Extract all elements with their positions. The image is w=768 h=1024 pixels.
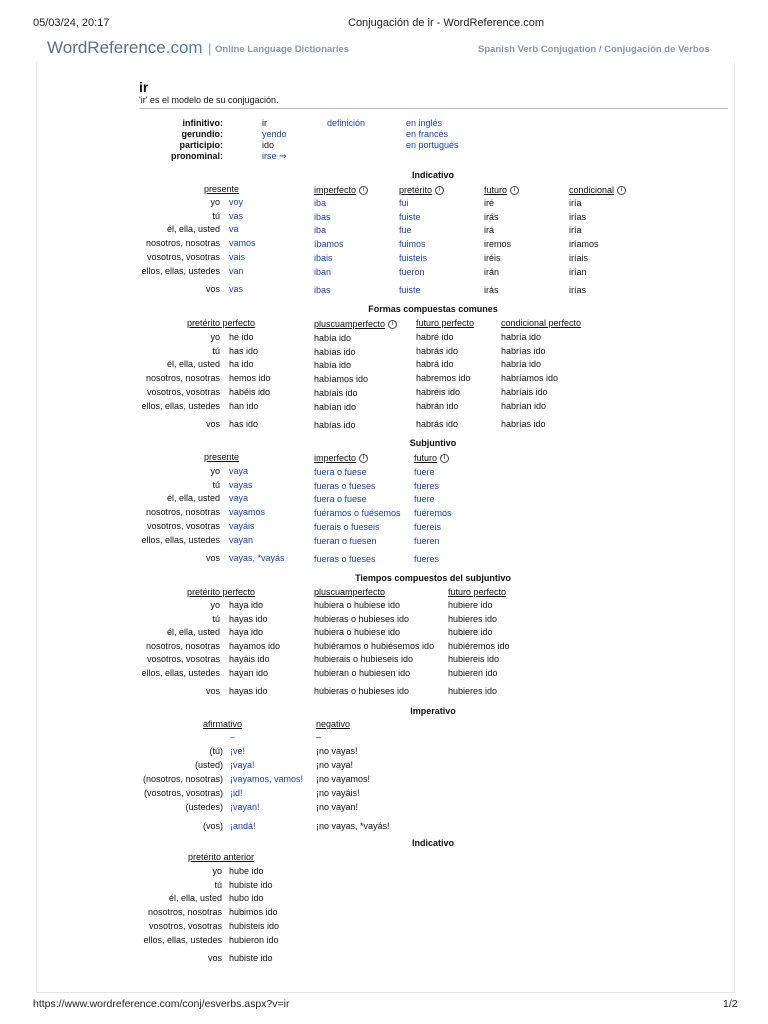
pronoun-label: (vosotros, vosotras)	[143, 788, 223, 798]
pluscuamperfecto-header-label: pluscuamperfecto	[314, 319, 386, 329]
conjugation-cell: habré ido	[416, 332, 454, 342]
compuestas-futuro-perfecto-header: futuro perfecto	[416, 318, 475, 328]
subj-imperfecto-header-label: imperfecto	[314, 453, 357, 463]
conjugation-cell[interactable]: vas	[229, 210, 244, 221]
conjugation-cell: habríais ido	[501, 386, 548, 397]
futuro-header-label: futuro	[484, 185, 508, 195]
pronoun-label: yo	[210, 197, 220, 207]
conjugation-cell[interactable]: fuiste	[399, 284, 421, 295]
conjugation-cell: iría	[569, 225, 582, 236]
gerundio-label: gerundio:	[181, 129, 223, 139]
conjugation-cell[interactable]: vayamos	[229, 507, 266, 518]
logo-com: .com	[165, 38, 203, 57]
subj-futuro-header-label: futuro	[414, 453, 438, 463]
conjugation-cell: había ido	[314, 333, 352, 343]
subjuntivo-title: Subjuntivo	[409, 438, 457, 448]
conjugation-cell: habéis ido	[229, 386, 271, 397]
header-separator: |	[208, 41, 212, 56]
conjugation-cell: habías ido	[314, 419, 356, 430]
conjugation-cell: habremos ido	[416, 373, 471, 384]
conjugation-cell[interactable]: ¡vayan!	[230, 802, 260, 812]
conjugation-cell: irías	[569, 211, 587, 222]
site-tagline: Online Language Dictionaries	[215, 44, 350, 55]
imperativo-negativo-header: negativo	[316, 719, 351, 729]
conjugation-cell: ¡no vayáis!	[316, 788, 360, 798]
conjugation-cell[interactable]: fueran o fuesen	[314, 535, 377, 546]
site-section: Spanish Verb Conjugation / Conjugación de Verbos	[478, 44, 710, 55]
conjugation-cell: hubieres ido	[448, 686, 498, 696]
conjugation-cell: ¡no vaya!	[316, 760, 354, 770]
pronoun-label: nosotros, nosotras	[145, 238, 220, 249]
conjugation-cell[interactable]: fuera o fuese	[314, 467, 367, 477]
conjugation-cell: habría ido	[501, 332, 542, 342]
pronoun-label: ellos, ellas, ustedes	[141, 534, 220, 545]
conjugation-cell: hube ido	[229, 866, 264, 876]
pronominal-link[interactable]: irse ⇒	[262, 151, 287, 161]
conjugation-cell: habrías ido	[501, 418, 546, 429]
conjugation-cell: ¡no vayas, *vayás!	[316, 821, 390, 831]
compuestas-preterito-perfecto-header: pretérito perfecto	[187, 318, 256, 328]
pronoun-label: nosotros, nosotras	[147, 907, 222, 918]
subj-compuestos-preterito-perfecto-header: pretérito perfecto	[187, 587, 256, 597]
info-icon[interactable]: i	[617, 186, 626, 195]
conjugation-cell: hayáis ido	[229, 654, 270, 665]
pronoun-label: ellos, ellas, ustedes	[141, 265, 220, 276]
info-icon[interactable]: i	[510, 186, 519, 195]
conjugation-cell[interactable]: fuereis	[414, 521, 442, 532]
site-logo[interactable]	[47, 38, 203, 58]
conjugation-cell[interactable]: vaya	[229, 493, 249, 504]
conjugation-cell[interactable]: fuéramos o fuésemos	[314, 508, 401, 519]
conjugation-cell[interactable]: fuisteis	[399, 252, 428, 263]
conjugation-cell: hubieras o hubieses ido	[314, 686, 410, 696]
en-frances-link[interactable]: en francés	[406, 129, 449, 139]
conjugation-cell[interactable]: fueres	[414, 553, 440, 564]
compuestas-title: Formas compuestas comunes	[368, 304, 498, 314]
pronoun-label: vos	[207, 952, 222, 963]
conjugation-cell[interactable]: va	[229, 224, 239, 235]
conjugation-cell: hubiere ido	[448, 627, 493, 638]
conjugation-cell: habría ido	[501, 359, 542, 370]
conjugation-cell: iríamos	[569, 239, 599, 250]
conjugation-cell[interactable]: fueres	[414, 480, 440, 491]
compuestas-condicional-perfecto-header: condicional perfecto	[501, 318, 582, 328]
conjugation-cell[interactable]: vamos	[229, 238, 256, 249]
subj-compuestos-futuro-perfecto-header: futuro perfecto	[448, 587, 507, 597]
conjugation-cell: iríais	[569, 252, 589, 263]
pronoun-label: él, ella, usted	[166, 359, 220, 370]
conjugation-cell: iréis	[484, 252, 501, 263]
preterito-anterior-header: pretérito anterior	[188, 852, 255, 862]
conjugation-cell: hayan ido	[229, 668, 269, 678]
conjugation-cell: ¡no vayamos!	[316, 774, 371, 784]
pronoun-label: yo	[212, 866, 222, 876]
conjugation-cell: iría	[569, 198, 582, 208]
conjugation-cell[interactable]: fue	[399, 225, 412, 236]
subjuntivo-futuro-header	[414, 453, 449, 463]
conjugation-cell: había ido	[314, 360, 352, 371]
conjugation-cell: hubo ido	[229, 893, 264, 904]
conjugation-cell: hubiera o hubiese ido	[314, 627, 401, 638]
print-date: 05/03/24, 20:17	[33, 17, 110, 29]
pronoun-label: (usted)	[194, 760, 223, 770]
pronoun-label: (ustedes)	[185, 802, 223, 812]
conjugation-cell: hubimos ido	[229, 907, 278, 918]
pronoun-label: vos	[205, 418, 220, 429]
conjugation-cell[interactable]: vais	[229, 251, 246, 262]
conjugation-cell: hubiera o hubiese ido	[314, 600, 401, 610]
pronoun-label: tú	[214, 879, 222, 890]
pronoun-label: nosotros, nosotras	[145, 373, 220, 384]
conjugation-cell[interactable]: –	[230, 732, 236, 742]
subj-compuestos-pluscuamperfecto-header: pluscuamperfecto	[314, 587, 386, 597]
conjugation-cell[interactable]: fuerais o fueseis	[314, 521, 380, 532]
indicativo-imperfecto-header	[314, 185, 368, 195]
conjugation-cell: hubisteis ido	[229, 920, 280, 931]
conjugation-cell[interactable]: fuimos	[399, 239, 426, 250]
verb-note: 'ir' es el modelo de su conjugación.	[139, 95, 279, 105]
conjugation-cell[interactable]: fueron	[399, 266, 425, 277]
print-title: Conjugación de ir - WordReference.com	[348, 17, 545, 29]
conjugation-cell: iré	[484, 198, 495, 208]
conjugation-cell[interactable]: fuéremos	[414, 508, 452, 519]
pronoun-label: yo	[210, 332, 220, 342]
pronoun-label: vosotros, vosotras	[146, 251, 220, 262]
conjugation-cell[interactable]: iba	[314, 225, 327, 236]
conjugation-cell: hubieren ido	[448, 668, 498, 678]
conjugation-cell: habríamos ido	[501, 373, 559, 384]
conjugation-cell[interactable]: ¡ve!	[230, 746, 246, 756]
pronoun-label: vosotros, vosotras	[146, 386, 220, 397]
pronoun-label: nosotros, nosotras	[145, 640, 220, 651]
compuestas-pluscuamperfecto-header	[314, 319, 397, 329]
conjugation-cell: habrán ido	[416, 400, 459, 411]
conjugation-cell: hubiéramos o hubiésemos ido	[314, 640, 435, 651]
conjugation-cell[interactable]: vayas	[229, 479, 253, 490]
pronoun-label: tú	[212, 345, 220, 356]
conjugation-cell[interactable]: fueren	[414, 535, 440, 546]
conjugation-cell: hubieron ido	[229, 934, 279, 945]
imperativo-afirmativo-header: afirmativo	[203, 719, 243, 729]
participio-value: ido	[262, 140, 275, 150]
conjugation-cell[interactable]: fuiste	[399, 211, 421, 222]
conjugation-cell: habrás ido	[416, 418, 459, 429]
conjugation-cell[interactable]: iba	[314, 198, 327, 208]
conjugation-cell: irás	[484, 284, 499, 295]
conjugation-cell: hubieres ido	[448, 613, 498, 624]
conjugation-cell: hayas ido	[229, 613, 268, 624]
imperativo-title: Imperativo	[410, 706, 456, 716]
info-icon[interactable]: i	[359, 186, 368, 195]
conjugation-cell: hayamos ido	[229, 640, 281, 651]
print-page-number: 1/2	[723, 998, 738, 1010]
pronoun-label: tú	[212, 613, 220, 624]
conjugation-cell[interactable]: ¡id!	[230, 788, 243, 798]
info-icon[interactable]: i	[435, 186, 444, 195]
conjugation-cell[interactable]: iban	[314, 266, 332, 277]
pronoun-label: vos	[205, 552, 220, 563]
conjugation-cell: hubieras o hubieses ido	[314, 613, 410, 624]
conjugation-cell[interactable]: vayas, *vayás	[229, 552, 285, 563]
conjugation-cell[interactable]: vayáis	[229, 520, 255, 531]
conjugation-cell[interactable]: fui	[399, 198, 409, 208]
conjugation-cell[interactable]: ¡vaya!	[230, 760, 255, 770]
conjugation-cell: habrían ido	[501, 400, 547, 411]
pronoun-label: tú	[212, 479, 220, 490]
pronoun-label: vos	[205, 283, 220, 294]
print-url: https://www.wordreference.com/conj/esverbs.aspx?v=ir	[33, 998, 290, 1010]
conjugation-cell[interactable]: fuere	[414, 467, 435, 477]
infinitivo-label: infinitivo:	[182, 118, 223, 128]
condicional-header-label: condicional	[569, 185, 615, 195]
conjugation-cell: habréis ido	[416, 386, 461, 397]
conjugation-cell[interactable]: fuera o fuese	[314, 494, 367, 505]
indicativo-title: Indicativo	[411, 170, 454, 180]
pronoun-label: él, ella, usted	[166, 627, 220, 638]
imperfecto-header-label: imperfecto	[314, 185, 357, 195]
conjugation-cell: habíais ido	[314, 387, 358, 398]
conjugation-cell[interactable]: voy	[229, 197, 244, 207]
conjugation-cell: hubiere ido	[448, 600, 493, 610]
conjugation-cell[interactable]: ibas	[314, 284, 331, 295]
conjugation-cell: hubieran o hubiesen ido	[314, 668, 411, 678]
conjugation-cell: irían	[569, 266, 587, 277]
pronoun-label: ellos, ellas, ustedes	[141, 400, 220, 411]
pronoun-label: vos	[205, 686, 220, 696]
conjugation-cell: habrías ido	[501, 345, 546, 356]
definicion-link[interactable]: definición	[327, 118, 366, 128]
conjugation-cell: irás	[484, 211, 499, 222]
logo-main: WordReference	[47, 38, 166, 57]
conjugation-cell: ¡no vayas!	[316, 746, 358, 756]
conjugation-cell: iremos	[484, 239, 512, 250]
pronoun-label: ellos, ellas, ustedes	[141, 668, 220, 678]
conjugation-cell: haya ido	[229, 627, 264, 638]
conjugation-cell[interactable]: vaya	[229, 466, 249, 476]
conjugation-cell: irías	[569, 284, 587, 295]
conjugation-cell: haya ido	[229, 600, 264, 610]
conjugation-cell[interactable]: fuere	[414, 494, 435, 505]
indicativo2-title: Indicativo	[411, 838, 454, 848]
infinitivo-value: ir	[262, 118, 267, 128]
conjugation-cell: habrás ido	[416, 345, 459, 356]
indicativo-preterito-header	[399, 185, 444, 195]
conjugation-cell[interactable]: fueras o fueses	[314, 553, 376, 564]
en-ingles-link[interactable]: en inglés	[406, 118, 443, 128]
conjugation-cell[interactable]: ¡andá!	[230, 821, 256, 831]
pronoun-label: tú	[212, 210, 220, 221]
pronoun-label: él, ella, usted	[168, 893, 222, 904]
conjugation-cell: irán	[484, 266, 500, 277]
subj-compuestos-title: Tiempos compuestos del subjuntivo	[355, 573, 511, 583]
conjugation-cell[interactable]: ¡vayamos, vamos!	[230, 774, 304, 784]
pronoun-label: yo	[210, 600, 220, 610]
indicativo-condicional-header	[569, 185, 626, 195]
conjugation-cell: irá	[484, 225, 495, 236]
subjuntivo-presente-header: presente	[204, 452, 240, 462]
conjugation-cell: hayas ido	[229, 686, 268, 696]
indicativo-futuro-header	[484, 185, 519, 195]
conjugation-cell: he ido	[229, 332, 254, 342]
title-rule	[139, 108, 728, 109]
conjugation-cell[interactable]: vas	[229, 283, 244, 294]
conjugation-cell[interactable]: ibas	[314, 211, 331, 222]
pronoun-label: yo	[210, 466, 220, 476]
conjugation-cell[interactable]: vayan	[229, 534, 254, 545]
pronoun-label: vosotros, vosotras	[146, 654, 220, 665]
conjugation-cell: habías ido	[314, 346, 356, 357]
subjuntivo-imperfecto-header	[314, 453, 368, 463]
conjugation-cell: habrá ido	[416, 359, 454, 370]
conjugation-cell[interactable]: van	[229, 265, 244, 276]
verb-title: ir	[139, 79, 149, 95]
info-icon[interactable]: i	[440, 454, 449, 463]
conjugation-cell[interactable]: fueras o fueses	[314, 480, 376, 491]
conjugation-cell: hubiereis ido	[448, 654, 500, 665]
pronoun-label: él, ella, usted	[166, 493, 220, 504]
conjugation-cell: han ido	[229, 400, 259, 411]
conjugation-cell: has ido	[229, 345, 259, 356]
conjugation-cell: ¡no vayan!	[316, 802, 359, 812]
conjugation-cell[interactable]: íbamos	[314, 239, 344, 250]
gerundio-link[interactable]: yendo	[262, 129, 287, 139]
indicativo-presente-header: presente	[204, 184, 240, 194]
conjugation-cell: has ido	[229, 418, 259, 429]
conjugation-cell: hubiste ido	[229, 879, 273, 890]
conjugation-cell: habían ido	[314, 401, 357, 412]
pronoun-label: nosotros, nosotras	[145, 507, 220, 518]
pronoun-label: (nosotros, nosotras)	[142, 774, 223, 784]
conjugation-cell[interactable]: ibais	[314, 252, 333, 263]
en-portugues-link[interactable]: en portugués	[406, 140, 459, 150]
pronoun-label: él, ella, usted	[166, 224, 220, 235]
conjugation-cell: hemos ido	[229, 373, 271, 384]
pronoun-label: vosotros, vosotras	[146, 520, 220, 531]
participio-label: participio:	[179, 140, 223, 150]
pronoun-label: (vos)	[203, 821, 223, 831]
pronoun-label: ellos, ellas, ustedes	[143, 934, 222, 945]
conjugation-cell: hubiste ido	[229, 952, 273, 963]
conjugation-cell: hubierais o hubieseis ido	[314, 654, 414, 665]
conjugation-cell: hubiéremos ido	[448, 640, 510, 651]
pronoun-label: (tú)	[209, 746, 223, 756]
conjugation-cell: –	[316, 732, 322, 742]
conjugation-cell: habíamos ido	[314, 374, 369, 385]
info-icon[interactable]: i	[388, 320, 397, 329]
conjugation-cell: ha ido	[229, 359, 254, 370]
preterito-header-label: pretérito	[399, 185, 433, 195]
pronominal-label: pronominal:	[171, 151, 223, 161]
info-icon[interactable]: i	[359, 454, 368, 463]
pronoun-label: vosotros, vosotras	[148, 920, 222, 931]
